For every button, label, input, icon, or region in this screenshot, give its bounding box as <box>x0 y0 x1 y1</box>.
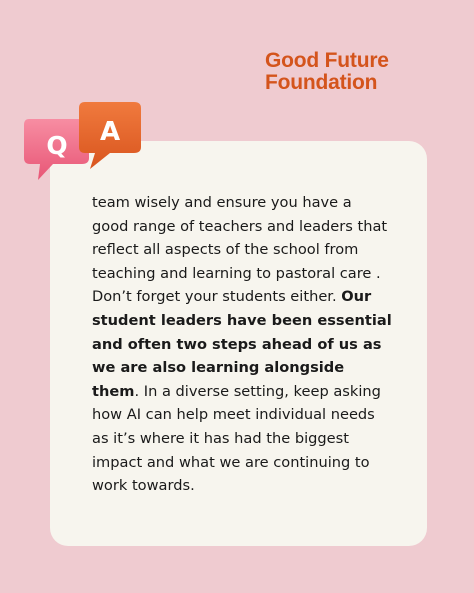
body-text-part-1: team wisely and ensure you have a good range of teachers and leaders that reflect all aspects of the school from teaching and learning to pastoral care . Don’t forget your students either. <box>92 194 388 306</box>
brand-line-2: Foundation <box>265 71 378 94</box>
body-text-bold: Our student leaders have been essential and often two steps ahead of us as we are also learning alongside them <box>92 288 392 400</box>
body-text <box>92 191 392 498</box>
brand-line-1: Good Future <box>265 49 389 72</box>
q-letter: Q <box>46 131 68 160</box>
a-letter: A <box>99 117 121 147</box>
body-text-part-2: . In a diverse setting, keep asking how AI can help meet individual needs as it’s where it has had the biggest impact and what we are continuing to work towards. <box>92 382 381 495</box>
